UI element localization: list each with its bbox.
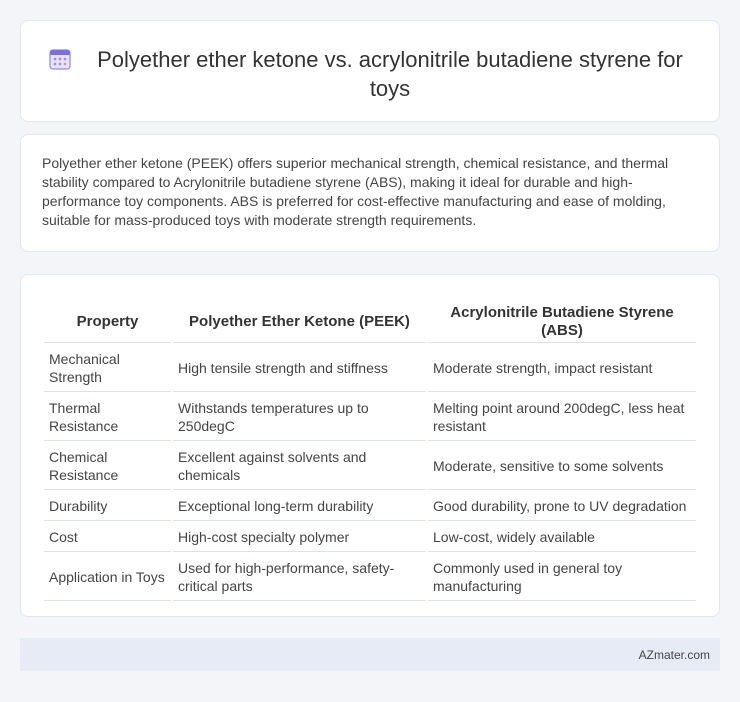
property-cell: Durability xyxy=(44,492,171,521)
footer-brand: AZmater.com xyxy=(638,648,710,662)
peek-cell: High-cost specialty polymer xyxy=(173,523,426,552)
table-header-row xyxy=(44,298,696,343)
peek-cell: Exceptional long-term durability xyxy=(173,492,426,521)
header-abs: Acrylonitrile Butadiene Styrene (ABS) xyxy=(428,298,696,343)
footer-bar xyxy=(20,638,720,671)
property-cell: Application in Toys xyxy=(44,554,171,601)
table-row xyxy=(44,492,696,521)
comparison-card xyxy=(20,274,720,617)
peek-cell: Withstands temperatures up to 250degC xyxy=(173,394,426,441)
abs-cell: Low-cost, widely available xyxy=(428,523,696,552)
table-row xyxy=(44,523,696,552)
header-property: Property xyxy=(44,298,171,343)
property-cell: Chemical Resistance xyxy=(44,443,171,490)
table-row xyxy=(44,345,696,392)
abs-cell: Melting point around 200degC, less heat resistant xyxy=(428,394,696,441)
table-row xyxy=(44,554,696,601)
peek-cell: Used for high-performance, safety-critical parts xyxy=(173,554,426,601)
property-cell: Cost xyxy=(44,523,171,552)
table-row xyxy=(44,443,696,490)
summary-card xyxy=(20,134,720,252)
property-cell: Thermal Resistance xyxy=(44,394,171,441)
peek-cell: High tensile strength and stiffness xyxy=(173,345,426,392)
abs-cell: Commonly used in general toy manufacturing xyxy=(428,554,696,601)
header-peek: Polyether Ether Ketone (PEEK) xyxy=(173,298,426,343)
title-card xyxy=(20,20,720,122)
abs-cell: Moderate strength, impact resistant xyxy=(428,345,696,392)
table-row xyxy=(44,394,696,441)
page-title: Polyether ether ketone vs. acrylonitrile butadiene styrene for toys xyxy=(97,47,683,101)
summary-text: Polyether ether ketone (PEEK) offers superior mechanical strength, chemical resistance, and thermal stability compared to Acrylonitrile butadiene styrene (ABS), making it ideal for durable and high-performance toy components. ABS is preferred for cost-effective manufacturing and ease of molding, suitable for mass-produced toys with moderate strength requirements. xyxy=(42,155,669,228)
abs-cell: Moderate, sensitive to some solvents xyxy=(428,443,696,490)
comparison-table xyxy=(42,296,698,603)
abs-cell: Good durability, prone to UV degradation xyxy=(428,492,696,521)
property-cell: Mechanical Strength xyxy=(44,345,171,392)
peek-cell: Excellent against solvents and chemicals xyxy=(173,443,426,490)
